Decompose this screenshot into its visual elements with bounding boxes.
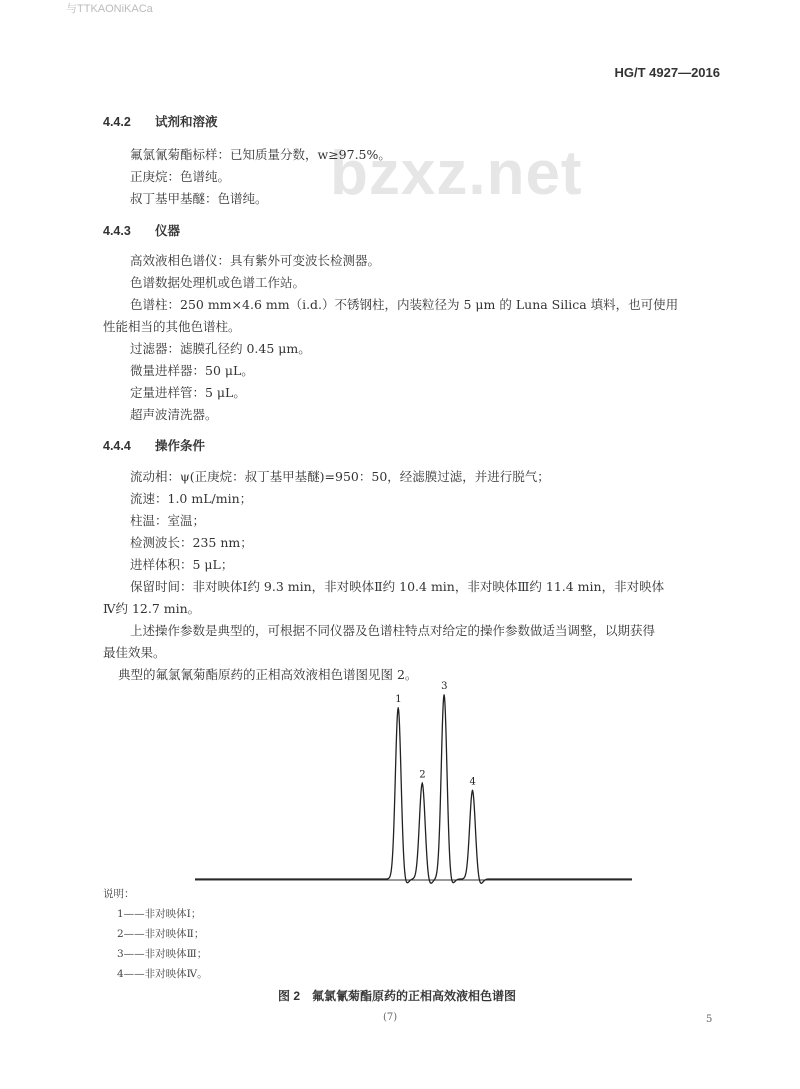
legend-item: 3——非对映体Ⅲ； <box>117 948 208 960</box>
paragraph-line: 定量进样管：5 μL。 <box>130 385 246 400</box>
chromatogram-trace <box>195 695 632 883</box>
legend-item: 4——非对映体Ⅳ。 <box>117 968 208 980</box>
page-number: 5 <box>706 1014 713 1025</box>
peak-3-label: 3 <box>441 681 448 692</box>
section-title: 试剂和溶液 <box>155 115 218 129</box>
paragraph-line: 高效液相色谱仪：具有紫外可变波长检测器。 <box>130 253 381 268</box>
peak-1-apex <box>397 707 399 709</box>
paragraph-line: 氟氯氰菊酯标样：已知质量分数，w≥97.5%。 <box>130 147 391 162</box>
legend-title: 说明： <box>103 888 135 900</box>
section-number: 4.4.3 <box>103 224 131 238</box>
paragraph-line: 叔丁基甲基醚：色谱纯。 <box>130 191 268 206</box>
paragraph-line: 正庚烷：色谱纯。 <box>130 169 231 184</box>
paragraph-line: 上述操作参数是典型的，可根据不同仪器及色谱柱特点对给定的操作参数做适当调整，以期获得 <box>130 623 656 638</box>
peak-3-apex <box>443 694 445 696</box>
legend-item: 2——非对映体Ⅱ； <box>117 928 205 940</box>
paragraph-line: 过滤器：滤膜孔径约 0.45 μm。 <box>130 341 311 356</box>
peak-2-label: 2 <box>419 769 426 781</box>
paragraph-line: 流动相：ψ(正庚烷：叔丁基甲基醚)=950：50，经滤膜过滤，并进行脱气； <box>130 469 550 484</box>
paragraph-line: 色谱数据处理机或色谱工作站。 <box>130 275 306 290</box>
peak-2-apex <box>421 783 423 785</box>
legend-item: 1——非对映体Ⅰ； <box>117 908 202 920</box>
peak-4-label: 4 <box>469 776 476 788</box>
top-margin-mark: 与TTKAONiKACa <box>66 3 153 15</box>
paragraph-line: 最佳效果。 <box>103 645 166 660</box>
section-number: 4.4.2 <box>103 115 131 129</box>
paragraph-line: Ⅳ约 12.7 min。 <box>103 601 201 616</box>
paragraph-line: 保留时间：非对映体Ⅰ约 9.3 min，非对映体Ⅱ约 10.4 min，非对映体Ⅲ约 11.4 min，非对映体 <box>130 579 665 594</box>
peak-4-apex <box>472 790 474 792</box>
watermark: bzxz.net <box>330 139 583 208</box>
figure-caption: 图 2 氟氯氰菊酯原药的正相高效液相色谱图 <box>278 989 517 1003</box>
footer-center-mark: (7) <box>383 1012 398 1023</box>
paragraph-line: 性能相当的其他色谱柱。 <box>103 319 241 334</box>
section-title: 仪器 <box>155 224 181 238</box>
paragraph-line: 流速：1.0 mL/min； <box>130 491 253 506</box>
paragraph-line: 进样体积：5 μL； <box>130 557 234 572</box>
standard-code: HG/T 4927—2016 <box>614 65 720 80</box>
paragraph-line: 柱温：室温； <box>130 513 206 528</box>
paragraph-line: 超声波清洗器。 <box>130 407 218 422</box>
section-title: 操作条件 <box>155 439 206 453</box>
paragraph-line: 典型的氟氯氰菊酯原药的正相高效液相色谱图见图 2。 <box>118 667 418 682</box>
paragraph-line: 色谱柱：250 mm×4.6 mm（i.d.）不锈钢柱，内装粒径为 5 μm 的 Luna Silica 填料，也可使用 <box>130 297 679 312</box>
paragraph-line: 检测波长：235 nm； <box>130 535 253 550</box>
section-number: 4.4.4 <box>103 439 131 453</box>
peak-1-label: 1 <box>395 693 402 705</box>
paragraph-line: 微量进样器：50 μL。 <box>130 363 254 378</box>
